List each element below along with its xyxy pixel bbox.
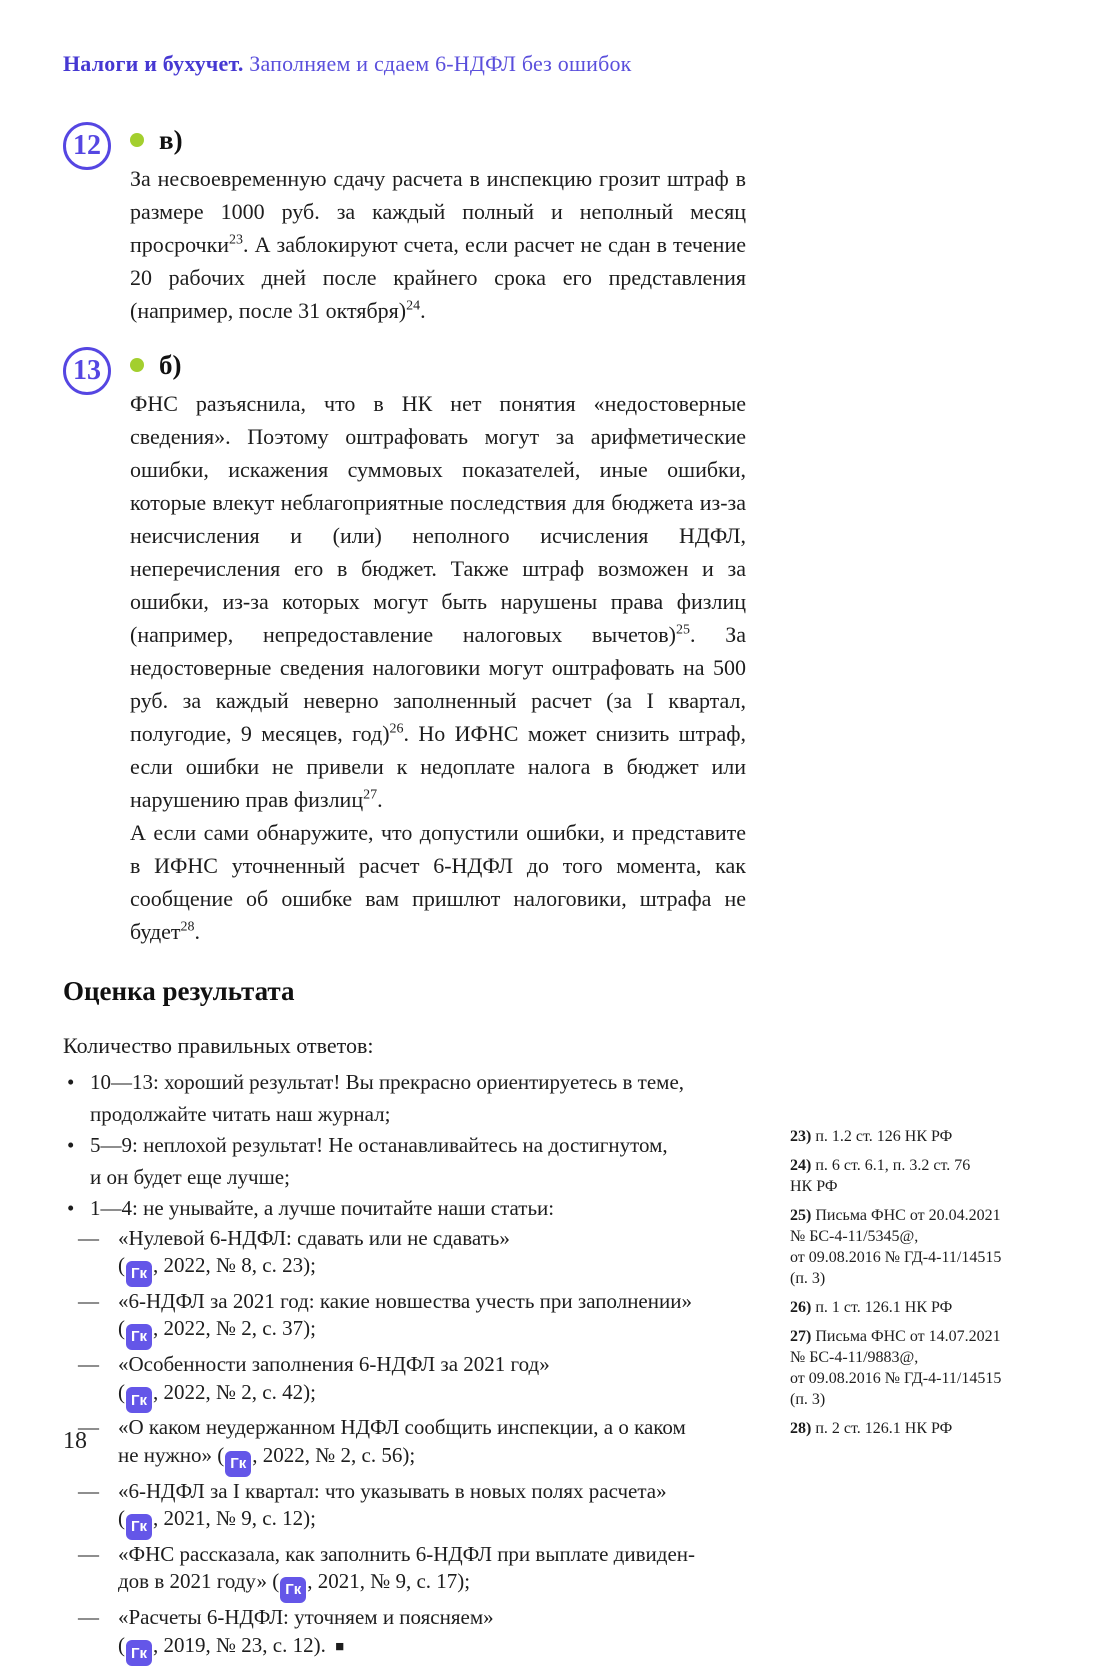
question-number-badge: 13 [63,347,111,395]
footnote-number: 24) [790,1157,812,1174]
footnote-item [790,1326,1028,1410]
gk-journal-icon: Гк [126,1387,152,1413]
footnote-item [790,1126,1028,1147]
article-item: — «ФНС рассказала, как заполнить 6-НДФЛ при выплате дивиден- дов в 2021 году» ( Гк , 2021, № 9, с. 17); [63,1541,746,1603]
question-number-badge: 12 [63,122,111,170]
footnotes-column [790,1126,1028,1447]
footnote-item [790,1155,1028,1197]
article-item: — «6-НДФЛ за I квартал: что указывать в новых полях расчета» ( Гк , 2021, № 9, с. 12); [63,1478,746,1540]
green-dot-icon [130,358,144,372]
footnote-text: п. 1 ст. 126.1 НК РФ [815,1299,953,1316]
bullet-item: • 1—4: не унывайте, а лучше почитайте наши статьи: [63,1193,746,1225]
gk-journal-icon: Гк [126,1640,152,1666]
footnote-number: 25) [790,1207,812,1224]
article-item: — «6-НДФЛ за 2021 год: какие новшества учесть при заполнении» ( Гк , 2022, № 2, с. 37); [63,1288,746,1350]
answer-line [130,345,746,385]
article-item: — «Нулевой 6-НДФЛ: сдавать или не сдавать» ( Гк , 2022, № 8, с. 23); [63,1225,746,1287]
paragraph: А если сами обнаружите, что допустили ошибки, и представите в ИФНС уточненный расчет 6-НДФЛ до того момента, как сообщение об ошибке вам пришлют налоговики, штрафа не будет$^{28}$. [130,820,746,944]
footnote-ref: 27 [363,787,378,803]
paragraph: ФНС разъяснила, что в НК нет понятия «недостоверные сведения». Поэтому оштрафовать могут за арифметические ошибки, искажения суммовых показателей, иные ошибки, которые влекут неблагоприятные последствия для бюджета из-за неисчисления и (или) неполного исчисления НДФЛ, неперечисления его в бюджет. Также штраф возможен и за ошибки, из-за которых могут быть нарушены права физлиц (например, непредоставление налоговых вычетов)$^{25}$. За недостоверные сведения налоговики могут оштрафовать на 500 руб. за каждый неверно заполненный расчет (за I квартал, полугодие, 9 месяцев, год)$^{26}$. Но ИФНС может снизить штраф, если ошибки не привели к недоплате налога в бюджет или нарушению прав физлиц$^{27}$. [130,391,746,812]
footnote-ref: 25 [675,622,690,638]
footnote-item [790,1205,1028,1289]
question-body [130,120,746,327]
question-number-column [63,345,130,948]
gk-journal-icon: Гк [225,1451,251,1477]
section-heading: Оценка результата [63,976,295,1006]
intro-line: Количество правильных ответов: [63,1033,374,1058]
footnote-ref: 26 [389,721,404,737]
paragraph: За несвоевременную сдачу расчета в инспекцию грозит штраф в размере 1000 руб. за каждый полный и неполный месяц просрочки$^{23}$. А заблокируют счета, если расчет не сдан в течение 20 рабочих дней после крайнего срока его представления (например, после 31 октября)$^{24}$. [130,166,746,323]
main-column [63,120,746,1667]
answer-line [130,120,746,160]
bullet-item: • 10—13: хороший результат! Вы прекрасно ориентируетесь в теме, продолжайте читать наш журнал; [63,1067,746,1130]
footnote-text: п. 1.2 ст. 126 НК РФ [815,1128,953,1145]
end-of-article-marker: ■ [335,1638,345,1655]
bullet-item: • 5—9: неплохой результат! Не останавливайтесь на достигнутом, и он будет еще лучше; [63,1130,746,1193]
article-item: — «О каком неудержанном НДФЛ сообщить инспекции, а о каком не нужно» ( Гк , 2022, № 2, с. 56); [63,1414,746,1476]
page-number: 18 [63,1428,87,1454]
page-header [63,50,632,78]
question-text [130,387,746,948]
article-item: — «Особенности заполнения 6-НДФЛ за 2021 год» ( Гк , 2022, № 2, с. 42); [63,1351,746,1413]
answer-letter: в) [159,124,183,155]
question-body [130,345,746,948]
answer-letter: б) [159,349,182,380]
footnote-item [790,1297,1028,1318]
footnote-text: Письма ФНС от 14.07.2021 № БС-4-11/9883@, от 09.08.2016 № ГД-4-11/14515 (п. 3) [790,1328,1002,1408]
green-dot-icon [130,133,144,147]
question-block-12 [63,120,746,327]
question-text [130,162,746,327]
footnote-ref: 24 [406,298,421,314]
footnote-ref: 23 [229,232,244,248]
bullet-list [63,1067,746,1225]
footnote-ref: 28 [180,919,195,935]
question-block-13 [63,345,746,948]
gk-journal-icon: Гк [126,1514,152,1540]
footnote-number: 28) [790,1420,812,1437]
gk-journal-icon: Гк [126,1261,152,1287]
article-list [63,1225,746,1667]
article-item: — «Расчеты 6-НДФЛ: уточняем и поясняем» ( Гк , 2019, № 23, с. 12). ■ [63,1604,746,1666]
gk-journal-icon: Гк [280,1577,306,1603]
footnote-item [790,1418,1028,1439]
footnote-text: п. 2 ст. 126.1 НК РФ [815,1420,953,1437]
page-subtitle: Заполняем и сдаем 6-НДФЛ без ошибок [243,51,632,76]
question-number-column [63,120,130,327]
footnote-text: п. 6 ст. 6.1, п. 3.2 ст. 76 НК РФ [790,1157,971,1195]
brand-title: Налоги и бухучет. [63,51,244,76]
footnote-number: 26) [790,1299,812,1316]
footnote-text: Письма ФНС от 20.04.2021 № БС-4-11/5345@, от 09.08.2016 № ГД-4-11/14515 (п. 3) [790,1207,1002,1287]
assessment-section [63,976,746,1666]
gk-journal-icon: Гк [126,1324,152,1350]
footnote-number: 27) [790,1328,812,1345]
footnote-number: 23) [790,1128,812,1145]
